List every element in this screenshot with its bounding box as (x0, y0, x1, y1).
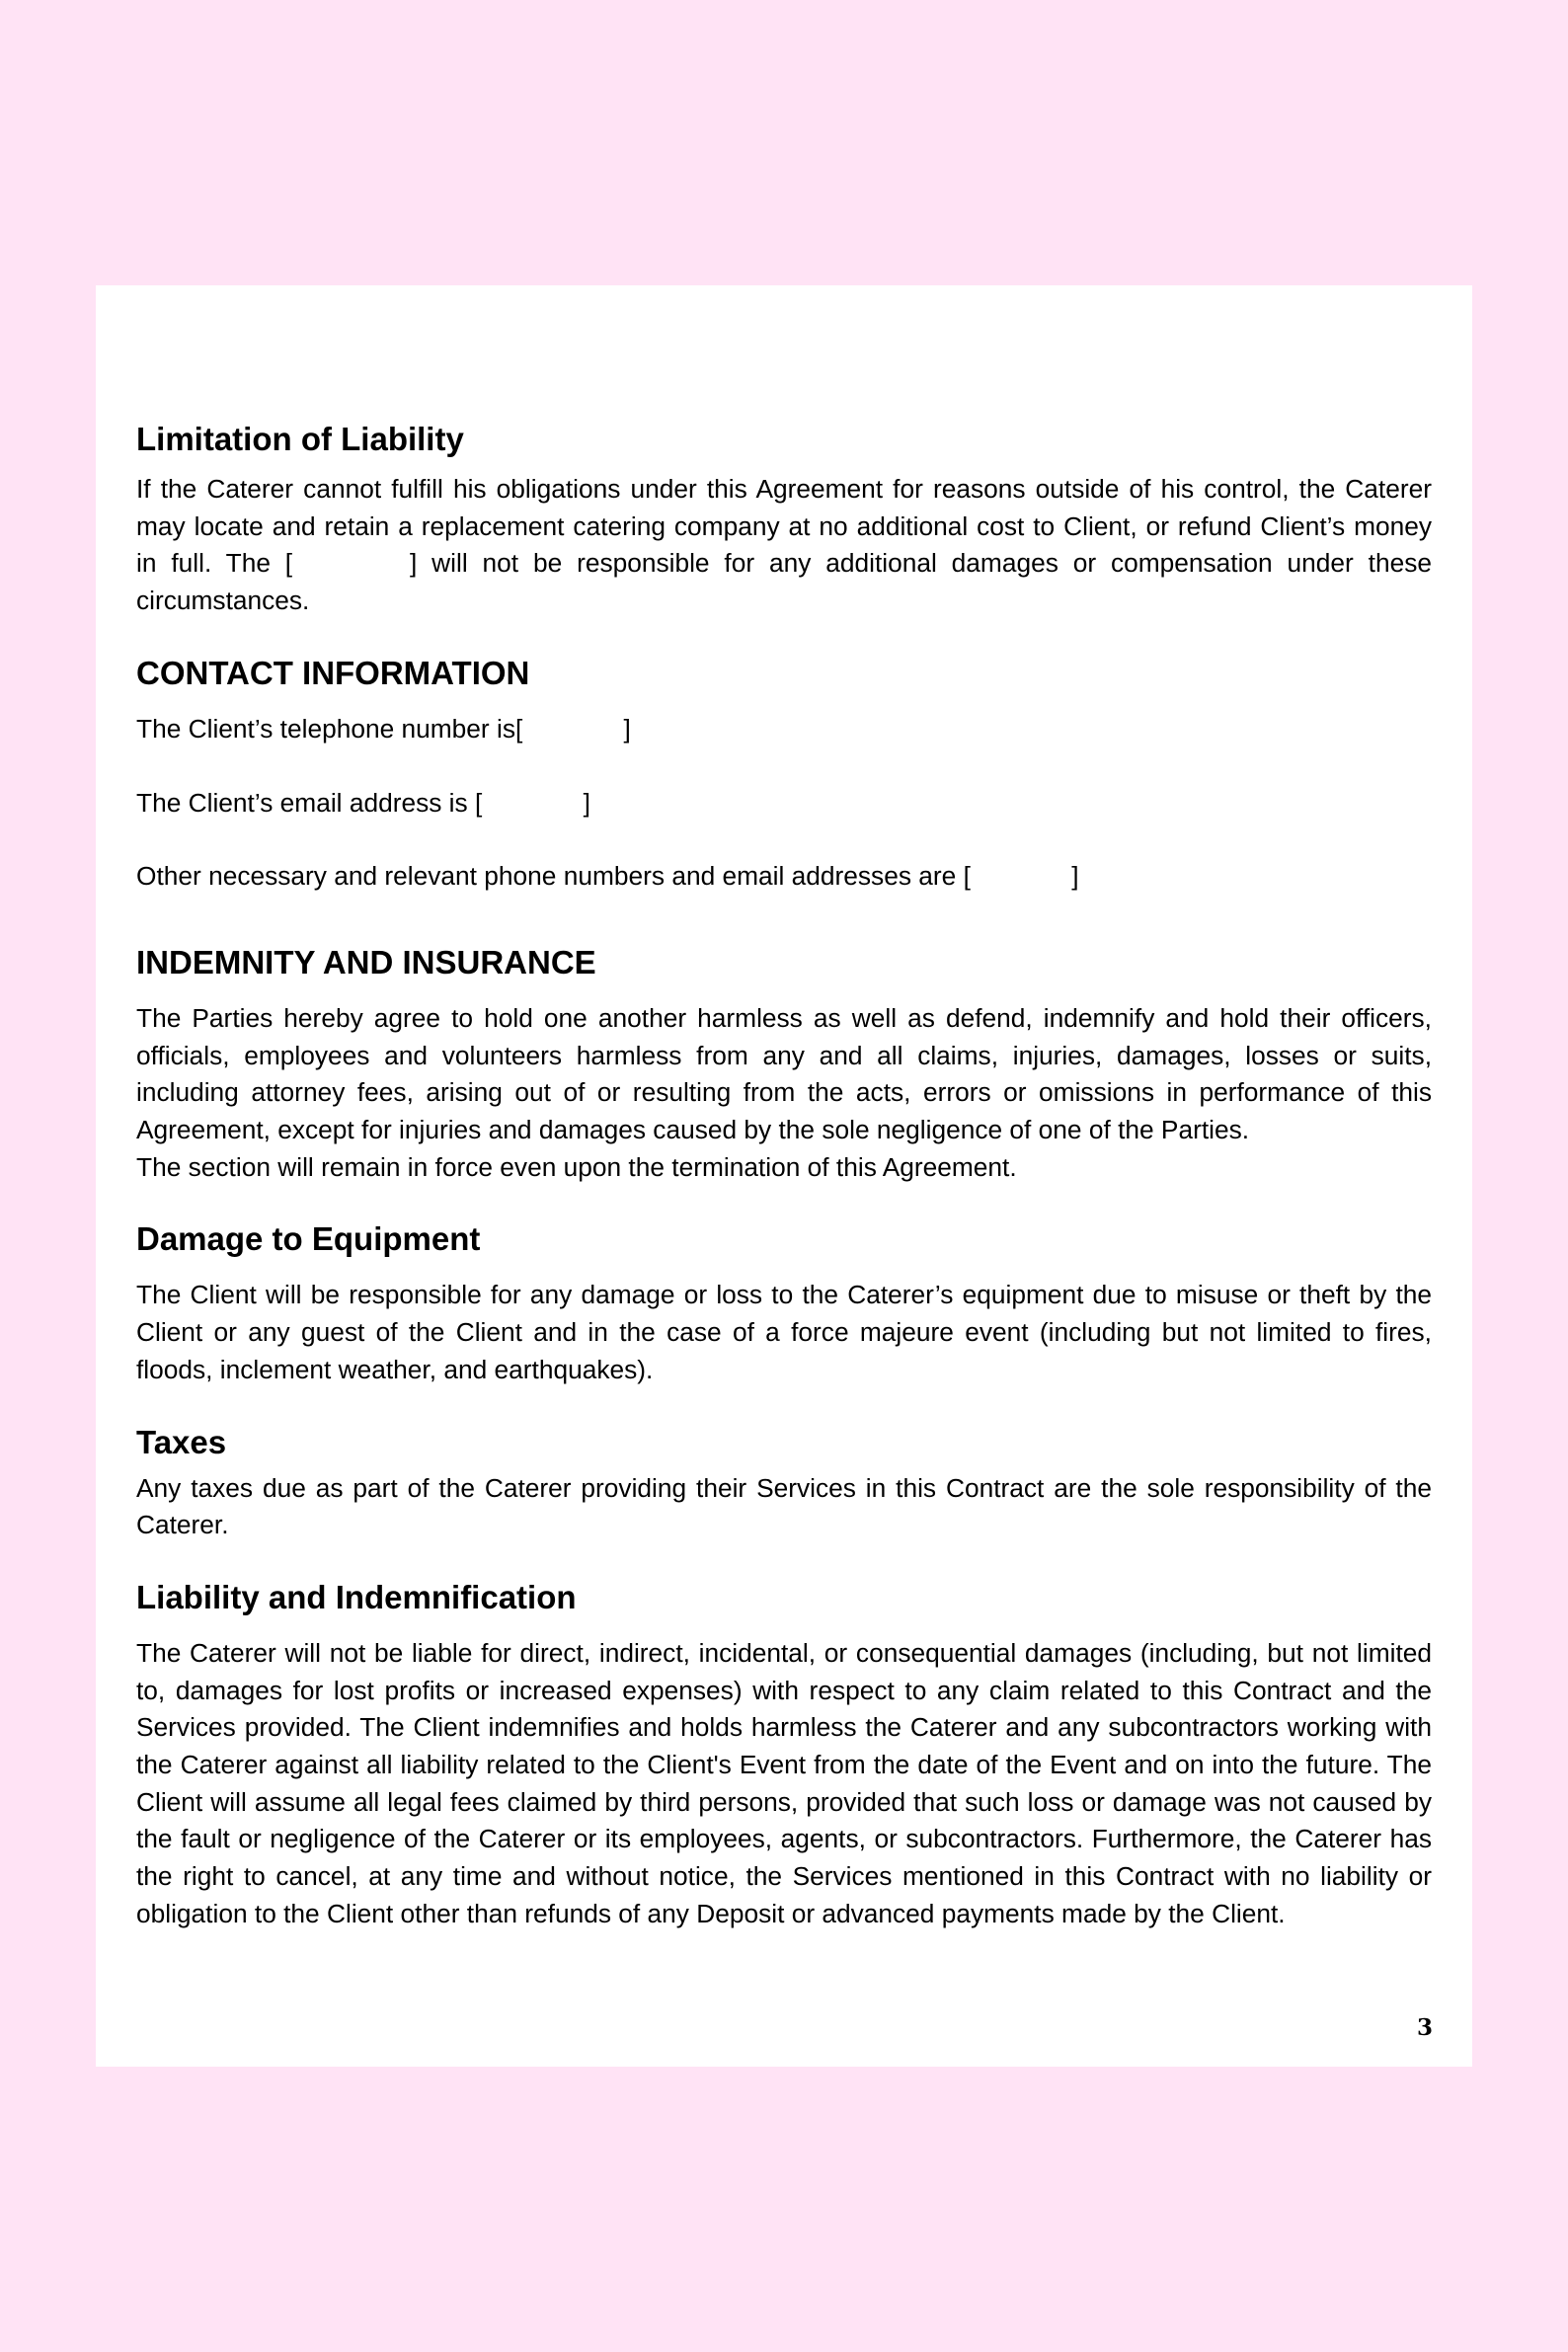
section-limitation-of-liability (136, 420, 1440, 620)
contact-telephone-line: The Client’s telephone number is[ ] (136, 713, 631, 744)
contact-lines (136, 711, 1432, 896)
paragraph-taxes: Any taxes due as part of the Caterer providing their Services in this Contract are the sole responsibility of the Caterer. (136, 1472, 1432, 1540)
contact-email-line: The Client’s email address is [ ] (136, 787, 590, 818)
paragraph-indemnity: The Parties hereby agree to hold one another harmless as well as defend, indemnify and hold their officers, officials, employees and volunteers harmless from any and all claims, injuries, damages, losses or suits, including attorney fees, arising out of or resulting from the acts, errors or omissions in performance of this Agreement, except for injuries and damages caused by the sole negligence of one of the Parties. (136, 1002, 1432, 1145)
document-page (96, 285, 1472, 2067)
section-indemnity-and-insurance (136, 943, 1432, 1187)
heading-taxes: Taxes (136, 1423, 227, 1460)
section-liability-and-indemnification (136, 1578, 1432, 1933)
paragraph-damage-to-equipment: The Client will be responsible for any damage or loss to the Caterer’s equipment due to misuse or theft by the Client or any guest of the Client and in the case of a force majeure event (including but not limited to fires, floods, inclement weather, and earthquakes). (136, 1280, 1432, 1384)
heading-indemnity-and-insurance: INDEMNITY AND INSURANCE (136, 943, 596, 980)
paragraph-liability-and-indemnification: The Caterer will not be liable for direct, indirect, incidental, or consequential damages (including, but not limited to, damages for lost profits or increased expenses) with respect to any claim related to this Contract and the Services provided. The Client indemnifies and holds harmless the Caterer and any subcontractors working with the Caterer against all liability related to the Client's Event from the date of the Event and on into the future. The Client will assume all legal fees claimed by third persons, provided that such loss or damage was not caused by the fault or negligence of the Caterer or its employees, agents, or subcontractors. Furthermore, the Caterer has the right to cancel, at any time and without notice, the Services mentioned in this Contract with no liability or obligation to the Client other than refunds of any Deposit or advanced payments made by the Client. (136, 1637, 1432, 1928)
heading-damage-to-equipment: Damage to Equipment (136, 1220, 481, 1258)
heading-liability-and-indemnification: Liability and Indemnification (136, 1578, 577, 1615)
paragraph-indemnity-survival: The section will remain in force even upon the termination of this Agreement. (136, 1151, 1017, 1182)
paragraph-limitation-of-liability: If the Caterer cannot fulfill his obligations under this Agreement for reasons outside of his control, the Caterer may locate and retain a replacement catering company at no additional cost to Client, or refund Client’s money in full. The [ ] will not be responsible for any additional damages or compensation under these circumstances. (136, 474, 1440, 616)
section-damage-to-equipment (136, 1219, 1432, 1388)
heading-contact-information: CONTACT INFORMATION (136, 654, 530, 691)
page-number: 3 (1416, 2014, 1433, 2041)
contact-other-line: Other necessary and relevant phone numbers and email addresses are [ ] (136, 861, 1079, 892)
section-taxes (136, 1423, 1432, 1544)
heading-limitation-of-liability: Limitation of Liability (136, 421, 464, 457)
section-contact-information (136, 654, 1432, 896)
